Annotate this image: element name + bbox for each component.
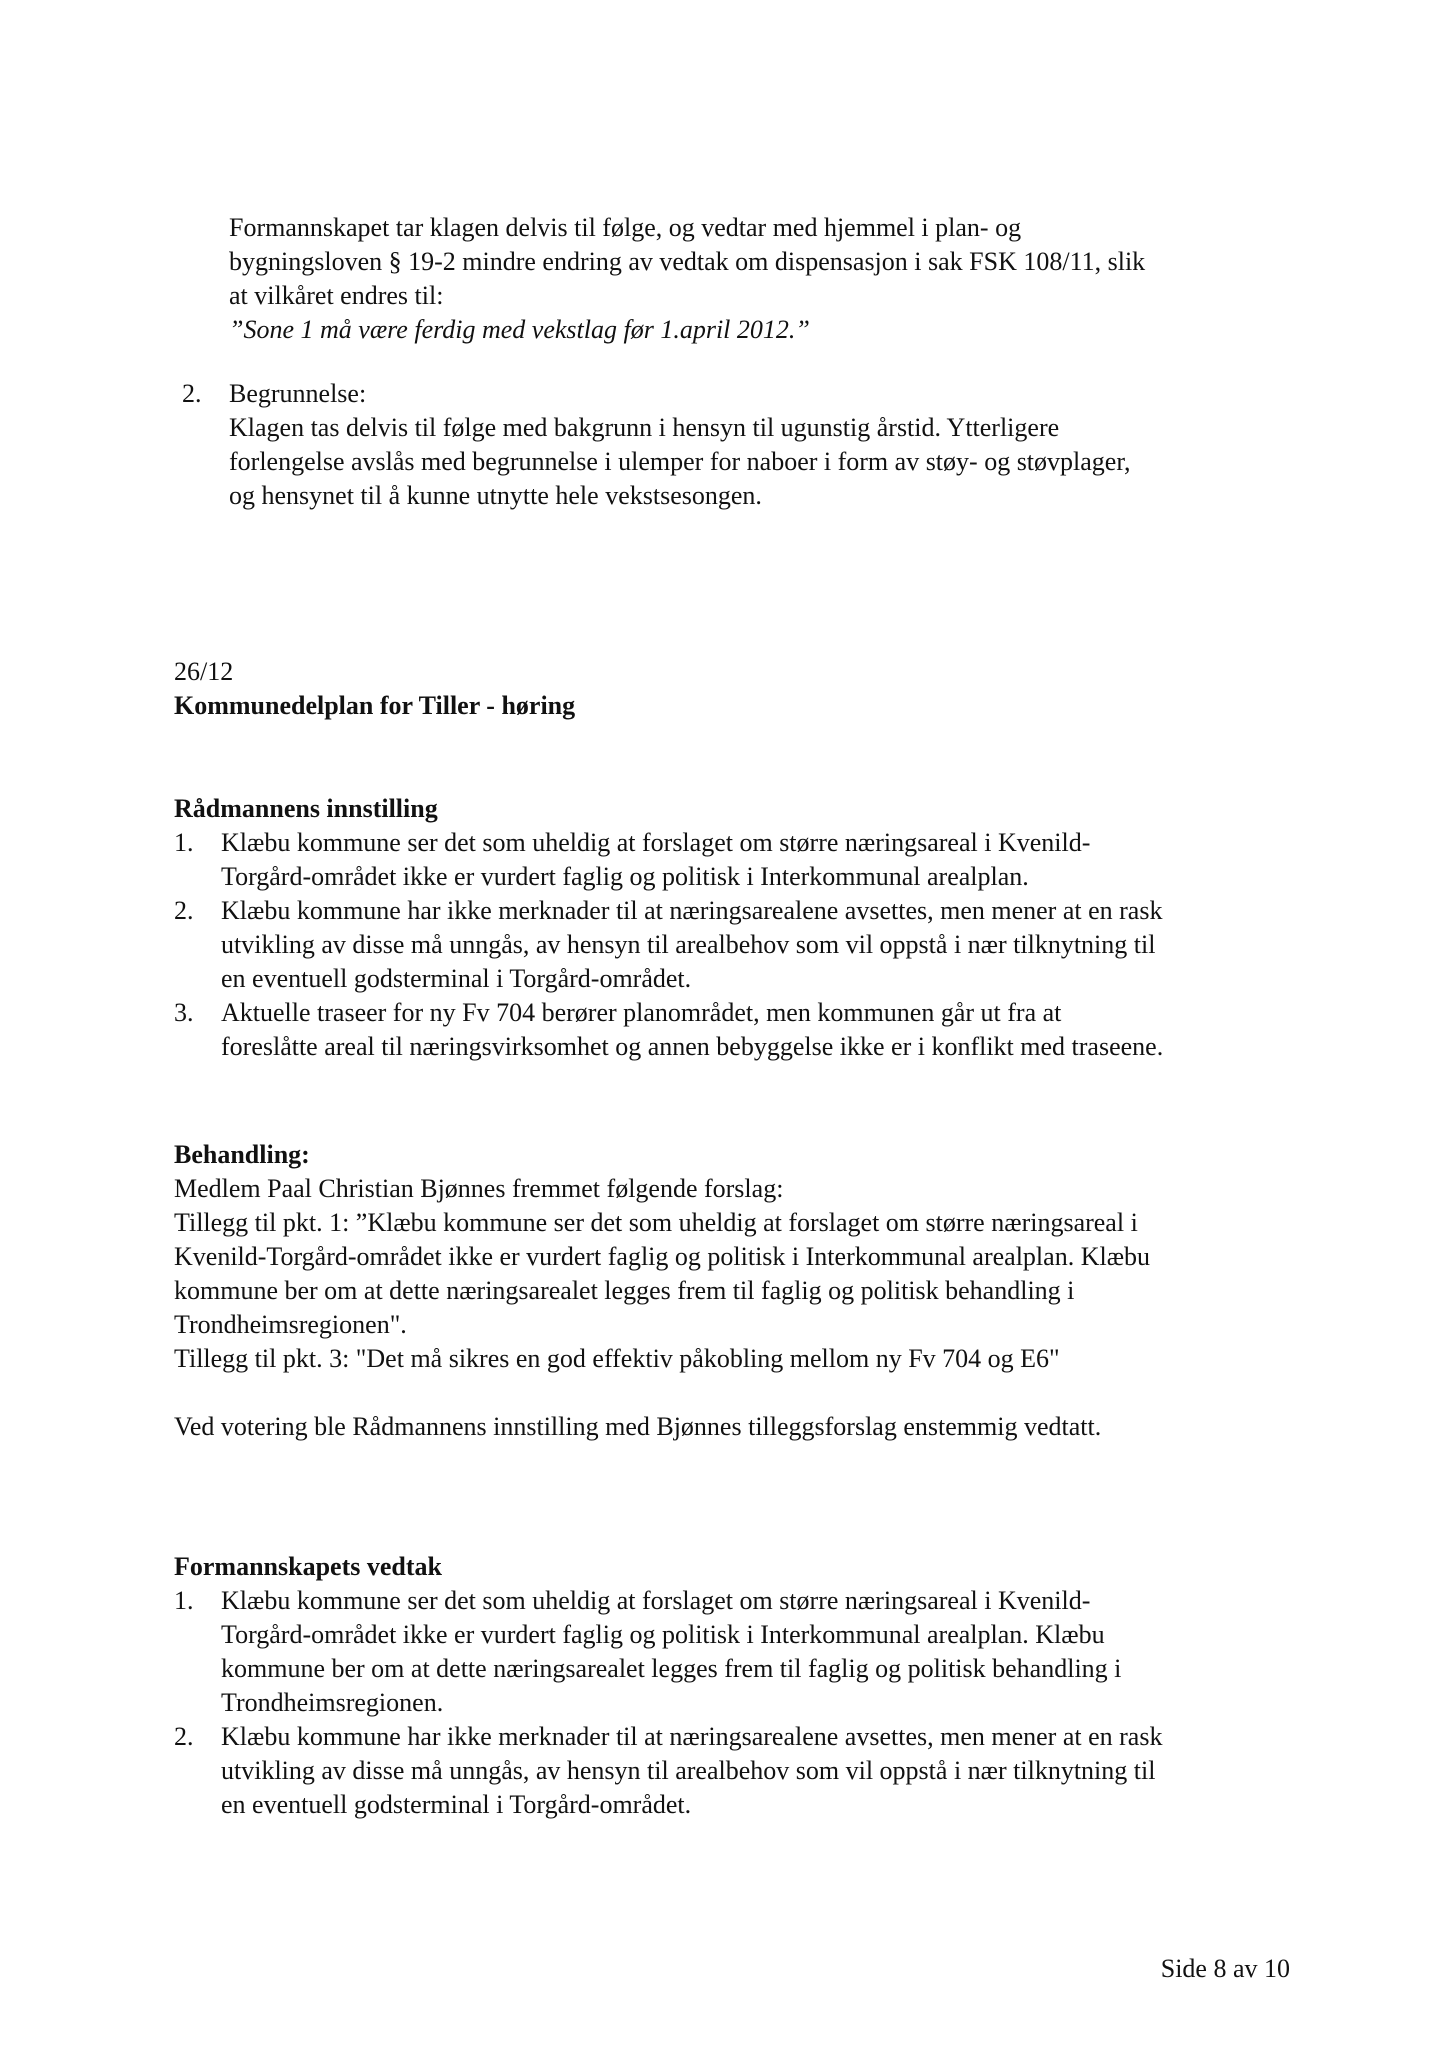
text-line: Medlem Paal Christian Bjønnes fremmet følgende forslag: [174, 1174, 784, 1203]
text-line: Klæbu kommune ser det som uheldig at forslaget om større næringsareal i Kvenild- [221, 828, 1091, 857]
vote-line: Ved votering ble Rådmannens innstilling med Bjønnes tilleggsforslag enstemmig vedtatt. [174, 1412, 1102, 1441]
text-line: en eventuell godsterminal i Torgård-området. [221, 1790, 692, 1819]
behandling-section [174, 1138, 1150, 1444]
text-line: Kvenild-Torgård-området ikke er vurdert faglig og politisk i Interkommunal arealplan. Klæbu [174, 1242, 1151, 1271]
text-line: Trondheimsregionen". [174, 1310, 407, 1339]
text-line: Trondheimsregionen. [221, 1688, 444, 1717]
text-line: Klæbu kommune ser det som uheldig at forslaget om større næringsareal i Kvenild- [221, 1586, 1091, 1615]
item-number: 2. [182, 379, 202, 408]
text-line: forlengelse avslås med begrunnelse i ulemper for naboer i form av støy- og støvplager, [229, 447, 1131, 476]
list-item [174, 894, 1163, 996]
text-line: utvikling av disse må unngås, av hensyn til arealbehov som vil oppstå i nær tilknytning til [221, 1756, 1156, 1785]
list-item [174, 1720, 1162, 1822]
page-footer [1161, 1952, 1290, 1986]
text-line: Klæbu kommune har ikke merknader til at næringsarealene avsettes, men mener at en rask [221, 1722, 1163, 1751]
text-line: Klæbu kommune har ikke merknader til at næringsarealene avsettes, men mener at en rask [221, 896, 1163, 925]
text-line: Tillegg til pkt. 3: "Det må sikres en god effektiv påkobling mellom ny Fv 704 og E6" [174, 1344, 1060, 1373]
text-line: Torgård-området ikke er vurdert faglig og politisk i Interkommunal arealplan. Klæbu [221, 1620, 1105, 1649]
page-number: Side 8 av 10 [1160, 1954, 1290, 1983]
list-item [174, 1584, 1162, 1720]
quote-line: ”Sone 1 må være ferdig med vekstlag før 1.april 2012.” [229, 315, 810, 344]
text-line: Tillegg til pkt. 1: ”Klæbu kommune ser det som uheldig at forslaget om større næringsareal i [174, 1208, 1138, 1237]
vedtak-section [174, 1550, 1162, 1822]
text-line: Klagen tas delvis til følge med bakgrunn i hensyn til ugunstig årstid. Ytterligere [229, 413, 1060, 442]
section-heading: Behandling: [174, 1140, 310, 1169]
item-number: 2. [174, 896, 194, 925]
text-line: foreslåtte areal til næringsvirksomhet og annen bebyggelse ikke er i konflikt med traseene. [221, 1032, 1164, 1061]
text-line: bygningsloven § 19-2 mindre endring av vedtak om dispensasjon i sak FSK 108/11, slik [229, 247, 1146, 276]
item-number: 1. [174, 828, 194, 857]
text-line: utvikling av disse må unngås, av hensyn til arealbehov som vil oppstå i nær tilknytning til [221, 930, 1156, 959]
text-line: Formannskapet tar klagen delvis til følge, og vedtar med hjemmel i plan- og [229, 213, 1022, 242]
item-number: 2. [174, 1722, 194, 1751]
text-line: kommune ber om at dette næringsarealet legges frem til faglig og politisk behandling i [221, 1654, 1122, 1683]
item-number: 1. [174, 1586, 194, 1615]
section-heading: Rådmannens innstilling [174, 794, 438, 823]
case-number: 26/12 [174, 657, 234, 686]
list-item [174, 826, 1163, 894]
text-line: Torgård-området ikke er vurdert faglig og politisk i Interkommunal arealplan. [221, 862, 1029, 891]
begrunnelse-item [182, 377, 1130, 513]
intro-paragraph [229, 211, 1145, 347]
list-item [174, 996, 1163, 1064]
item-label: Begrunnelse: [229, 379, 367, 408]
text-line: Aktuelle traseer for ny Fv 704 berører planområdet, men kommunen går ut fra at [221, 998, 1062, 1027]
case-heading [174, 655, 575, 723]
case-title: Kommunedelplan for Tiller - høring [174, 691, 576, 720]
text-line: kommune ber om at dette næringsarealet legges frem til faglig og politisk behandling i [174, 1276, 1075, 1305]
text-line: og hensynet til å kunne utnytte hele vekstsesongen. [229, 481, 762, 510]
innstilling-section [174, 792, 1163, 1064]
section-heading: Formannskapets vedtak [174, 1552, 442, 1581]
text-line: at vilkåret endres til: [229, 281, 444, 310]
text-line: en eventuell godsterminal i Torgård-området. [221, 964, 692, 993]
item-number: 3. [174, 998, 194, 1027]
